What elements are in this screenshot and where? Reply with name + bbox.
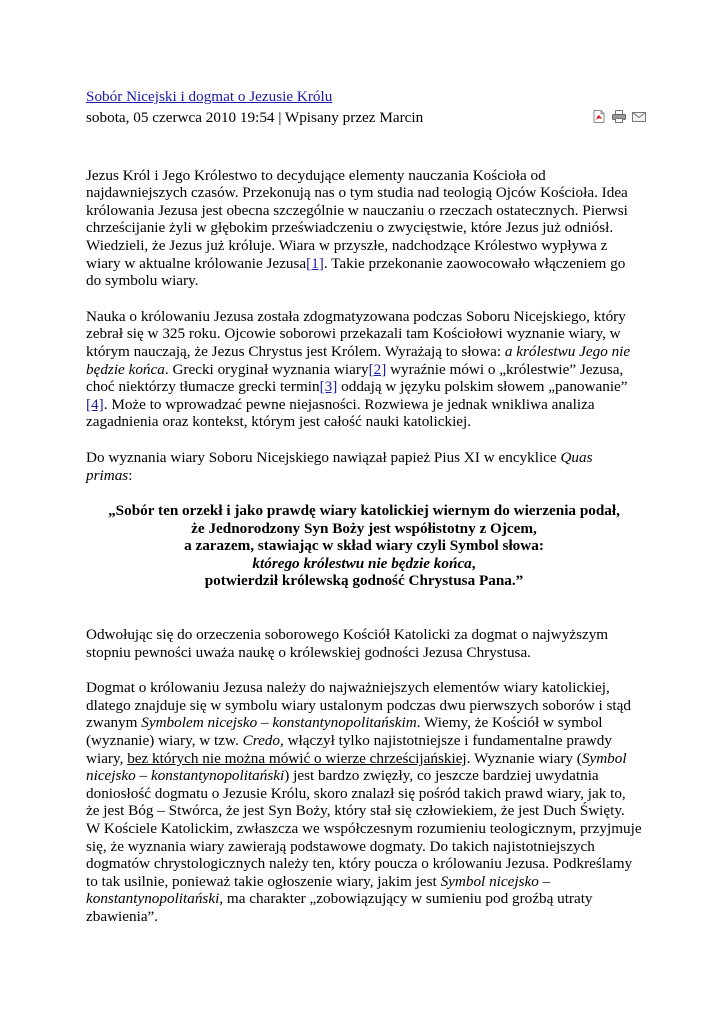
quote-line: że Jednorodzony Syn Boży jest współistotny z Ojcem,: [191, 519, 537, 537]
quote-line: potwierdził królewską godność Chrystusa Pana.”: [204, 572, 524, 590]
article: [86, 88, 642, 926]
paragraph-2: Nauka o królowaniu Jezusa została zdogmatyzowana podczas Soboru Nicejskiego, który zebrał się w 325 roku. Ojcowie soborowi przekazali tam Kościołowi wyznanie wiary, w którym nauczają, że Jezus Chrystus jest Królem. Wyrażają to słowa: a królestwu Jego nie będzie końca. Grecki oryginał wyznania wiary[2] wyraźnie mówi o „królestwie” Jezusa, choć niektórzy tłumacze grecki termin[3] oddają w języku polskim słowem „panowanie” [4]. Może to wprowadzać pewne niejasności. Rozwiewa je jednak wnikliwa analiza zagadnienia oraz kontekst, którym jest całość nauki katolickiej.: [86, 307, 631, 431]
quote-line: którego królestwu nie będzie końca,: [252, 554, 476, 572]
quote-line: „Sobór ten orzekł i jako prawdę wiary katolickiej wiernym do wierzenia podał,: [108, 502, 620, 520]
article-meta: sobota, 05 czerwca 2010 19:54 | Wpisany przez Marcin: [86, 108, 424, 126]
paragraph-1: Jezus Król i Jego Królestwo to decydujące elementy nauczania Kościoła od najdawniejszych czasów. Przekonują nas o tym studia nad teologią Ojców Kościoła. Idea królowania Jezusa jest obecna szczególnie w nauczaniu o rzeczach ostatecznych. Pierwsi chrześcijanie żyli w głębokim przeświadczeniu o zwycięstwie, które Jezus już odniósł. Wiedzieli, że Jezus już króluje. Wiara w przyszłe, nadchodzące Królestwo wypływa z wiary w aktualne królowanie Jezusa[1]. Takie przekonanie zaowocowało włączeniem go do symbolu wiary.: [86, 166, 628, 290]
paragraph-5: Dogmat o królowaniu Jezusa należy do najważniejszych elementów wiary katolickiej, dlatego znajduje się w symbolu wiary ustalonym podczas dwu pierwszych soborów i stąd zwanym Symbolem nicejsko – konstantynopolitańskim. Wiemy, że Kościół w symbol (wyznanie) wiary, w tzw. Credo, włączył tylko najistotniejsze i fundamentalne prawdy wiary, bez których nie można mówić o wierze chrześcijańskiej. Wyznanie wiary (Symbol nicejsko – konstantynopolitański) jest bardzo zwięzły, co jeszcze bardziej uwydatnia doniosłość dogmatu o Jezusie Królu, skoro znalazł się pośród takich prawd wiary, jak to, że jest Bóg – Stwórca, że jest Syn Boży, który stał się człowiekiem, że jest Duch Święty. W Kościele Katolickim, zwłaszcza we współczesnym rozumieniu teologicznym, przyjmuje się, że wyznania wiary zawierają podstawowe dogmaty. Do takich najistotniejszych dogmatów chrystologicznych należy ten, który poucza o królowaniu Jezusa. Podkreślamy to tak usilnie, ponieważ takie ogłoszenie wiary, jakim jest Symbol nicejsko – konstantynopolitański, ma charakter „zobowiązujący w sumieniu pod groźbą utraty zbawienia”.: [86, 679, 642, 925]
footnote-link-1[interactable]: [1]: [306, 254, 324, 272]
pdf-icon[interactable]: [592, 110, 606, 123]
article-title[interactable]: Sobór Nicejski i dogmat o Jezusie Królu: [86, 88, 333, 105]
quote-line: a zarazem, stawiając w skład wiary czyli Symbol słowa:: [184, 537, 544, 555]
email-icon[interactable]: [632, 110, 646, 123]
paragraph-3: Do wyznania wiary Soboru Nicejskiego nawiązał papież Pius XI w encyklice Quas primas:: [86, 448, 593, 484]
print-icon[interactable]: [612, 110, 626, 123]
article-meta-row: [86, 109, 642, 129]
article-tools: [592, 110, 646, 123]
footnote-link-2[interactable]: [2]: [368, 360, 387, 378]
footnote-link-3[interactable]: [3]: [319, 378, 338, 396]
paragraph-4: Odwołując się do orzeczenia soborowego Kościół Katolicki za dogmat o najwyższym stopniu pewności uważa naukę o królewskiej godności Jezusa Chrystusa.: [86, 626, 609, 661]
underlined-text: bez których nie można mówić o wierze chrześcijańskiej: [127, 749, 467, 767]
footnote-link-4[interactable]: [4]: [86, 395, 104, 413]
blockquote: [86, 502, 642, 590]
